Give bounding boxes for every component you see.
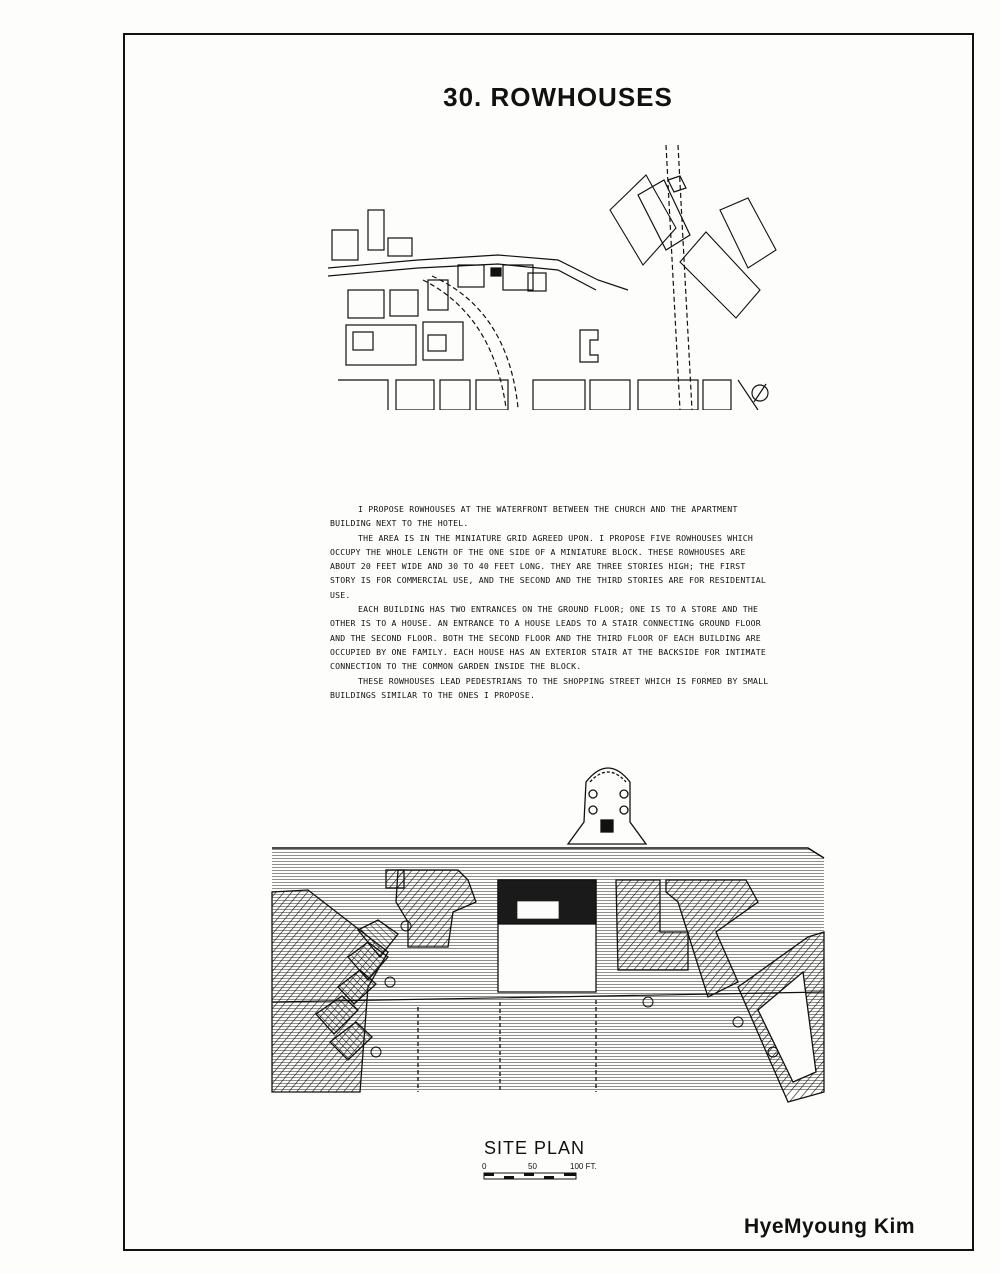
author-name: HyeMyoung Kim <box>744 1215 916 1238</box>
site-plan-drawing <box>268 752 830 1112</box>
page-title: 30. ROWHOUSES <box>443 82 673 112</box>
proposal-text <box>330 502 770 702</box>
scale-tick-0: 0 <box>482 1162 487 1171</box>
scale-bar <box>478 1160 608 1190</box>
context-map <box>328 140 783 410</box>
scale-tick-50: 50 <box>528 1162 537 1171</box>
site-plan-label: SITE PLAN <box>484 1138 586 1158</box>
north-arrow-icon <box>752 384 768 402</box>
proposal-paragraph: EACH BUILDING HAS TWO ENTRANCES ON THE GROUND FLOOR; ONE IS TO A STORE AND THE OTHER IS TO A HOUSE. AN ENTRANCE TO A HOUSE LEADS TO A STAIR CONNECTING GROUND FLOOR AND THE SECOND FLOOR. BOTH THE SECOND FLOOR AND THE THIRD FLOOR OF EACH BUILDING ARE OCCUPIED BY ONE FAMILY. EACH HOUSE HAS AN EXTERIOR STAIR AT THE BACKSIDE FOR INTIMATE CONNECTION TO THE COMMON GARDEN INSIDE THE BLOCK. <box>330 604 766 672</box>
proposal-paragraph: THESE ROWHOUSES LEAD PEDESTRIANS TO THE SHOPPING STREET WHICH IS FORMED BY SMALL BUILDINGS SIMILAR TO THE ONES I PROPOSE. <box>330 675 769 700</box>
proposal-paragraph: I PROPOSE ROWHOUSES AT THE WATERFRONT BETWEEN THE CHURCH AND THE APARTMENT BUILDING NEXT TO THE HOTEL. <box>330 504 738 529</box>
proposal-paragraph: THE AREA IS IN THE MINIATURE GRID AGREED UPON. I PROPOSE FIVE ROWHOUSES WHICH OCCUPY THE WHOLE LENGTH OF THE ONE SIDE OF A MINIATURE BLOCK. THESE ROWHOUSES ARE ABOUT 20 FEET WIDE AND 30 TO 40 FEET LONG. THEY ARE THREE STORIES HIGH; THE FIRST STORY IS FOR COMMERCIAL USE, AND THE SECOND AND THE THIRD STORIES ARE FOR RESIDENTIAL USE. <box>330 532 766 600</box>
scale-tick-100: 100 FT. <box>570 1162 597 1171</box>
